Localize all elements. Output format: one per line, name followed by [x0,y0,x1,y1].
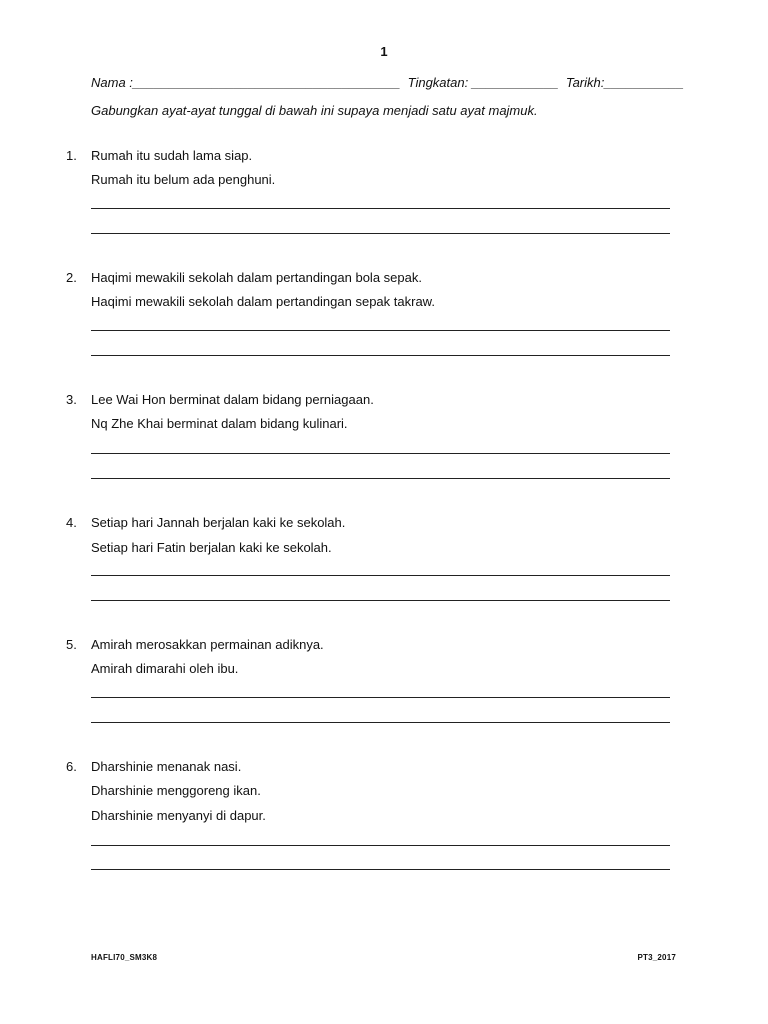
footer-exam-label: PT3_2017 [637,953,676,962]
question-sentence: Dharshinie menanak nasi. [91,759,242,774]
answer-line[interactable] [91,453,670,454]
question-sentence: Amirah merosakkan permainan adiknya. [91,637,324,652]
question-sentence: Rumah itu sudah lama siap. [91,148,253,163]
question-number: 2. [66,270,77,285]
question-sentence: Dharshinie menggoreng ikan. [91,783,261,798]
question-number: 3. [66,392,77,407]
question-sentence: Nq Zhe Khai berminat dalam bidang kulinari. [91,416,348,431]
answer-line[interactable] [91,600,670,601]
question-sentence: Dharshinie menyanyi di dapur. [91,808,266,823]
instruction-text: Gabungkan ayat-ayat tunggal di bawah ini supaya menjadi satu ayat majmuk. [91,103,538,118]
answer-line[interactable] [91,575,670,576]
question-number: 6. [66,759,77,774]
question-sentence: Setiap hari Fatin berjalan kaki ke sekolah. [91,540,332,555]
answer-line[interactable] [91,233,670,234]
question-number: 1. [66,148,77,163]
page-number: 1 [380,44,388,59]
answer-line[interactable] [91,697,670,698]
answer-line[interactable] [91,330,670,331]
footer-code: HAFLI70_SM3K8 [91,953,158,962]
question-sentence: Haqimi mewakili sekolah dalam pertandingan bola sepak. [91,270,422,285]
answer-line[interactable] [91,355,670,356]
question-sentence: Setiap hari Jannah berjalan kaki ke sekolah. [91,515,346,530]
answer-line[interactable] [91,869,670,870]
question-number: 5. [66,637,77,652]
question-sentence: Lee Wai Hon berminat dalam bidang perniagaan. [91,392,374,407]
question-sentence: Rumah itu belum ada penghuni. [91,172,276,187]
answer-line[interactable] [91,478,670,479]
question-sentence: Amirah dimarahi oleh ibu. [91,661,239,676]
answer-line[interactable] [91,208,670,209]
question-sentence: Haqimi mewakili sekolah dalam pertandingan sepak takraw. [91,294,435,309]
answer-line[interactable] [91,845,670,846]
answer-line[interactable] [91,722,670,723]
student-info-line: Nama :_____________________________________ Tingkatan: ____________ Tarikh:___________ [91,75,684,90]
question-number: 4. [66,515,77,530]
